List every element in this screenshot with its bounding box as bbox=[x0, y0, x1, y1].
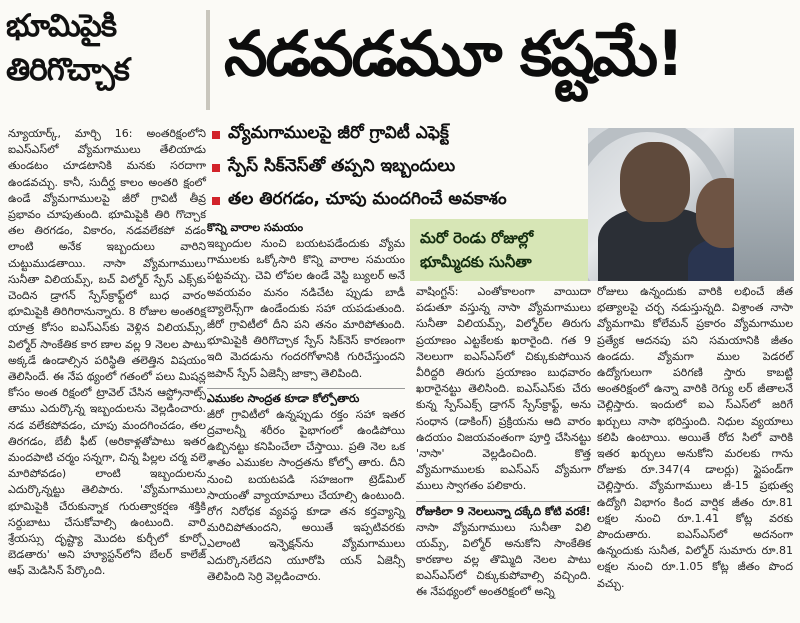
section-divider bbox=[207, 388, 405, 389]
article-column-1 bbox=[8, 126, 206, 580]
article-paragraph: జీరో గ్రావిటీలో ఉన్నప్పుడు రక్తం సహా ఇతర ద్రవాలన్నీ శరీరం పైభాగంలో ఉండిపోయి ఉబ్బినట్టు కనిపించేలా చేస్తాయి. ప్రతి నెల ఒక శాతం ఎముకల సాంద్రతను కోల్పో తారు. దీని నుంచి బయటపడి సహజంగా ట్రెడ్‌మిల్ సాయంతో వ్యాయామాలు చేయాల్సి ఉంటుంది. రోగ నిరోధక వ్యవస్థ కూడా తన కర్తవ్యాన్ని మరిచిపోతుందని, అయితే ఇప్పటివరకు ఎలాంటి ఇన్ఫెక్షన్‌ను వ్యోమగాములు ఎదుర్కొనలేదని యూరోపి యన్ ఏజెన్సీ తెలిపింది సెర్రి వెల్లడించారు. bbox=[207, 407, 405, 583]
bullet-text: తల తిరగడం, చూపు మందగించే అవకాశం bbox=[228, 188, 507, 209]
article-column-2 bbox=[207, 218, 405, 585]
article-paragraph: న్యూయార్క్, మార్చి 16: అంతరిక్షంలోని ఐఎస్ఎస్‌లో వ్యోమగాములు తేలియాడు తుండటం చూడటానికి మనకు సరదాగా ఉండవచ్చు. కానీ, సుదీర్ఘ కాలం అంతరి క్షంలో ఉండే వ్యోమగాములపై జీరో గ్రావిటీ తీవ్ర ప్రభావం చూపుతుంది. భూమిపైకి తిరి గొచ్చాక తల తిరగడం, వికారం, నడవలేకపో వడం లాంటి అనేక ఇబ్బందులు వారిని చుట్టుముడతాయి. నాసా వ్యోమగాములు సునీతా విలియమ్స్, బచ్ విల్మోర్ స్పేస్ ఎక్స్‌కు చెందిన డ్రాగన్ స్పేస్‌క్రాఫ్ట్‌లో బుధ వారం భూమిపైకి తిరిగిరానున్నారు. 8 రోజుల అంతరిక్ష యాత్ర కోసం ఐఎస్ఎస్‌కు వెళ్లిన విలియమ్స్, విల్మోర్ సాంకేతిక కార ణాల వల్ల 9 నెలల పాటు అక్కడే ఉండాల్సిన పరిస్థితి తలెత్తిన విషయం తెలిసిందే. ఈ నేప థ్యంలో గతంలో పలు మిషన్ల కోసం అంత రిక్షంలో ట్రావెల్ చేసిన ఆస్ట్రోనాట్స్ తాము ఎదుర్కొన్న ఇబ్బందులను వెల్లడించారు. నడ వలేకపోవడం, చూపు మందగించడం, తల తిరగడం, బేబీ ఫీట్ (అరికాళ్లతోపాటు ఇతర మందపాటి చర్మం సన్నగా, చిన్న పిల్లల చర్మ వలె మారిపోవడం) లాంటి ఇబ్బందులను ఎదుర్కొన్నట్టు తెలిపారు. 'వ్యోమగాములు భూమిపైకి చేరుకున్నాక గురుత్వాకర్షణ శక్తికి సర్దుబాటు చేసుకోవాల్సి ఉంటుంది. వారి శ్రేయస్సు దృష్ట్యా మొదట కుర్చీలో కూర్చో బెడతారు' అని హ్యూస్టన్‌లోని బేలర్ కాలేజ్ ఆఫ్ మెడిసిన్ పేర్కొంది. bbox=[8, 127, 206, 578]
article-column-3 bbox=[416, 284, 591, 601]
article-paragraph: నాసా వ్యోమగాములు సునీతా విలి యమ్స్, విల్మోర్ అనుకోని సాంకేతిక కారణాల వల్ల తొమ్మిది నెలల పాటు ఐఎస్ఎస్‌లో చిక్కుకుపోవాల్సి వచ్చింది. ఈ నేపథ్యంలో అంతరిక్షంలో అన్ని bbox=[416, 520, 591, 599]
callout-line-1: మరో రెండు రోజుల్లో bbox=[420, 229, 534, 247]
subheading: ఎముకల సాంద్రత కూడా కోల్పోతారు bbox=[207, 391, 360, 405]
kicker bbox=[6, 4, 196, 92]
bullet-list bbox=[212, 118, 582, 217]
bullet-text: వ్యోమగాములపై జీరో గ్రావిటీ ఎఫెక్ట్ bbox=[228, 122, 449, 143]
article-column-4 bbox=[597, 284, 793, 592]
headline: నడవడమూ కష్టమే! bbox=[224, 17, 683, 90]
article-paragraph: వాషింగ్టన్: ఎంతోకాలంగా వాయిదా పడుతూ వస్తున్న నాసా వ్యోమగాములు సునీతా విలియమ్స్, విల్మోర్‌ల తిరుగు ప్రయాణం ఎట్టకేలకు ఖరారైంది. గత 9 నెలలుగా ఐఎస్ఎస్‌లో చిక్కుకుపోయిన వీరిద్దరి తిరుగు ప్రయాణం బుధవారం ఖరారైనట్టు తెలిసింది. ఐఎస్ఎస్‌కు చేరు కున్న స్పేస్‌ఎక్స్ డ్రాగన్ స్పేస్‌క్రాఫ్ట్, అను సంధాన (డాకింగ్) ప్రక్రియను ఆది వారం ఉదయం విజయవంతంగా పూర్తి చేసినట్టు 'నాసా' వెల్లడించింది. కొత్త వ్యోమగాములకు ఐఎస్ఎస్ వ్యోమగా ములు స్వాగతం పలికారు. bbox=[416, 285, 591, 493]
subheading: రోజుకిలా 9 నెలలున్నా దక్కేది కోటి వరకే! bbox=[416, 504, 591, 518]
callout-line-2: భూమ్మీదకు సునీతా bbox=[420, 253, 532, 271]
callout-box bbox=[410, 219, 588, 281]
subheading: కొన్ని వారాల సమయం bbox=[207, 221, 304, 234]
astronaut-head bbox=[620, 142, 690, 222]
bullet-text: స్పేస్ సిక్‌నెస్‌తో తప్పని ఇబ్బందులు bbox=[228, 155, 456, 176]
divider bbox=[206, 10, 210, 110]
section-divider bbox=[416, 501, 591, 502]
station-panel bbox=[734, 128, 794, 281]
bullet-square-icon bbox=[212, 164, 220, 172]
article-paragraph: ఇబ్బందుల నుంచి బయటపడేందుకు వ్యోమ గాములకు ఒక్కోసారి కొన్ని వారాల సమయం పట్టవచ్చు. చెవి లోపల ఉండే వెస్టి బ్యులర్ అనే అవయవం మనం నడిచేట ప్పుడు బాడీ బ్యాలెన్స్‌గా ఉండేందుకు సహా యపడుతుంది. జీరో గ్రావిటీలో దీని పని తనం మారిపోతుంది. భూమిపైకి తిరిగొచ్చాక స్పేస్ సిక్‌నెస్ కారణంగా ఇది మెదడును గందరగోళానికి గురిచేస్తుందని జపాన్ స్పేస్ ఏజెన్సీ జాక్సా తెలిపింది. bbox=[207, 237, 405, 380]
bullet-item bbox=[212, 118, 582, 151]
bullet-square-icon bbox=[212, 197, 220, 205]
bullet-square-icon bbox=[212, 131, 220, 139]
article-paragraph: రోజులు ఉన్నందుకు వారికి లభించే జీత భత్యాలపై చర్చ నడుస్తున్నది. విశ్రాంత నాసా వ్యోమగామి కోలేమన్ ప్రకారం వ్యోమగాముల ప్రత్యేక ఆదనపు పని సమయానికి జీతం ఉండదు. వ్యోమగా ముల పెడరల్ ఉద్యోగులుగా పరిగణి స్తారు కాబట్టి అంతరిక్షంలో ఉన్నా వారికి రెగ్యు లర్ జీతాలనే చెల్లిస్తారు. ఇందులో ఐఎ స్ఎస్‌లో జరిగే ఖర్చులు నాసా భరిస్తుంది. నిధుల వ్యయాలు కలిపి ఉంటాయి. అయితే రోద సిలో వారికి ఇతర ఖర్చులు అనుకోని మరలకు గాను రోజుకు రూ.347(4 డాలర్లు) స్టైపండ్‌గా చెల్లిస్తారు. వ్యోమగాములు జీ-15 ప్రభుత్వ ఉద్యోగి విభాగం కింద వార్షిక జీతం రూ.81 లక్షల నుంచి రూ.1.41 కోట్ల వరకు పొందుతారు. ఐఎస్ఎస్‌లో అదనంగా ఉన్నందుకు సునీత, విల్మోర్ సుమారు రూ.81 లక్షల నుంచి రూ.1.05 కోట్ల జీతం పొంద వచ్చు. bbox=[597, 285, 793, 590]
bullet-item bbox=[212, 184, 582, 217]
kicker-line-2: తిరిగొచ్చాక bbox=[6, 52, 129, 88]
astronauts-photo bbox=[588, 128, 794, 281]
bullet-item bbox=[212, 151, 582, 184]
kicker-line-1: భూమిపైకి bbox=[6, 8, 117, 44]
